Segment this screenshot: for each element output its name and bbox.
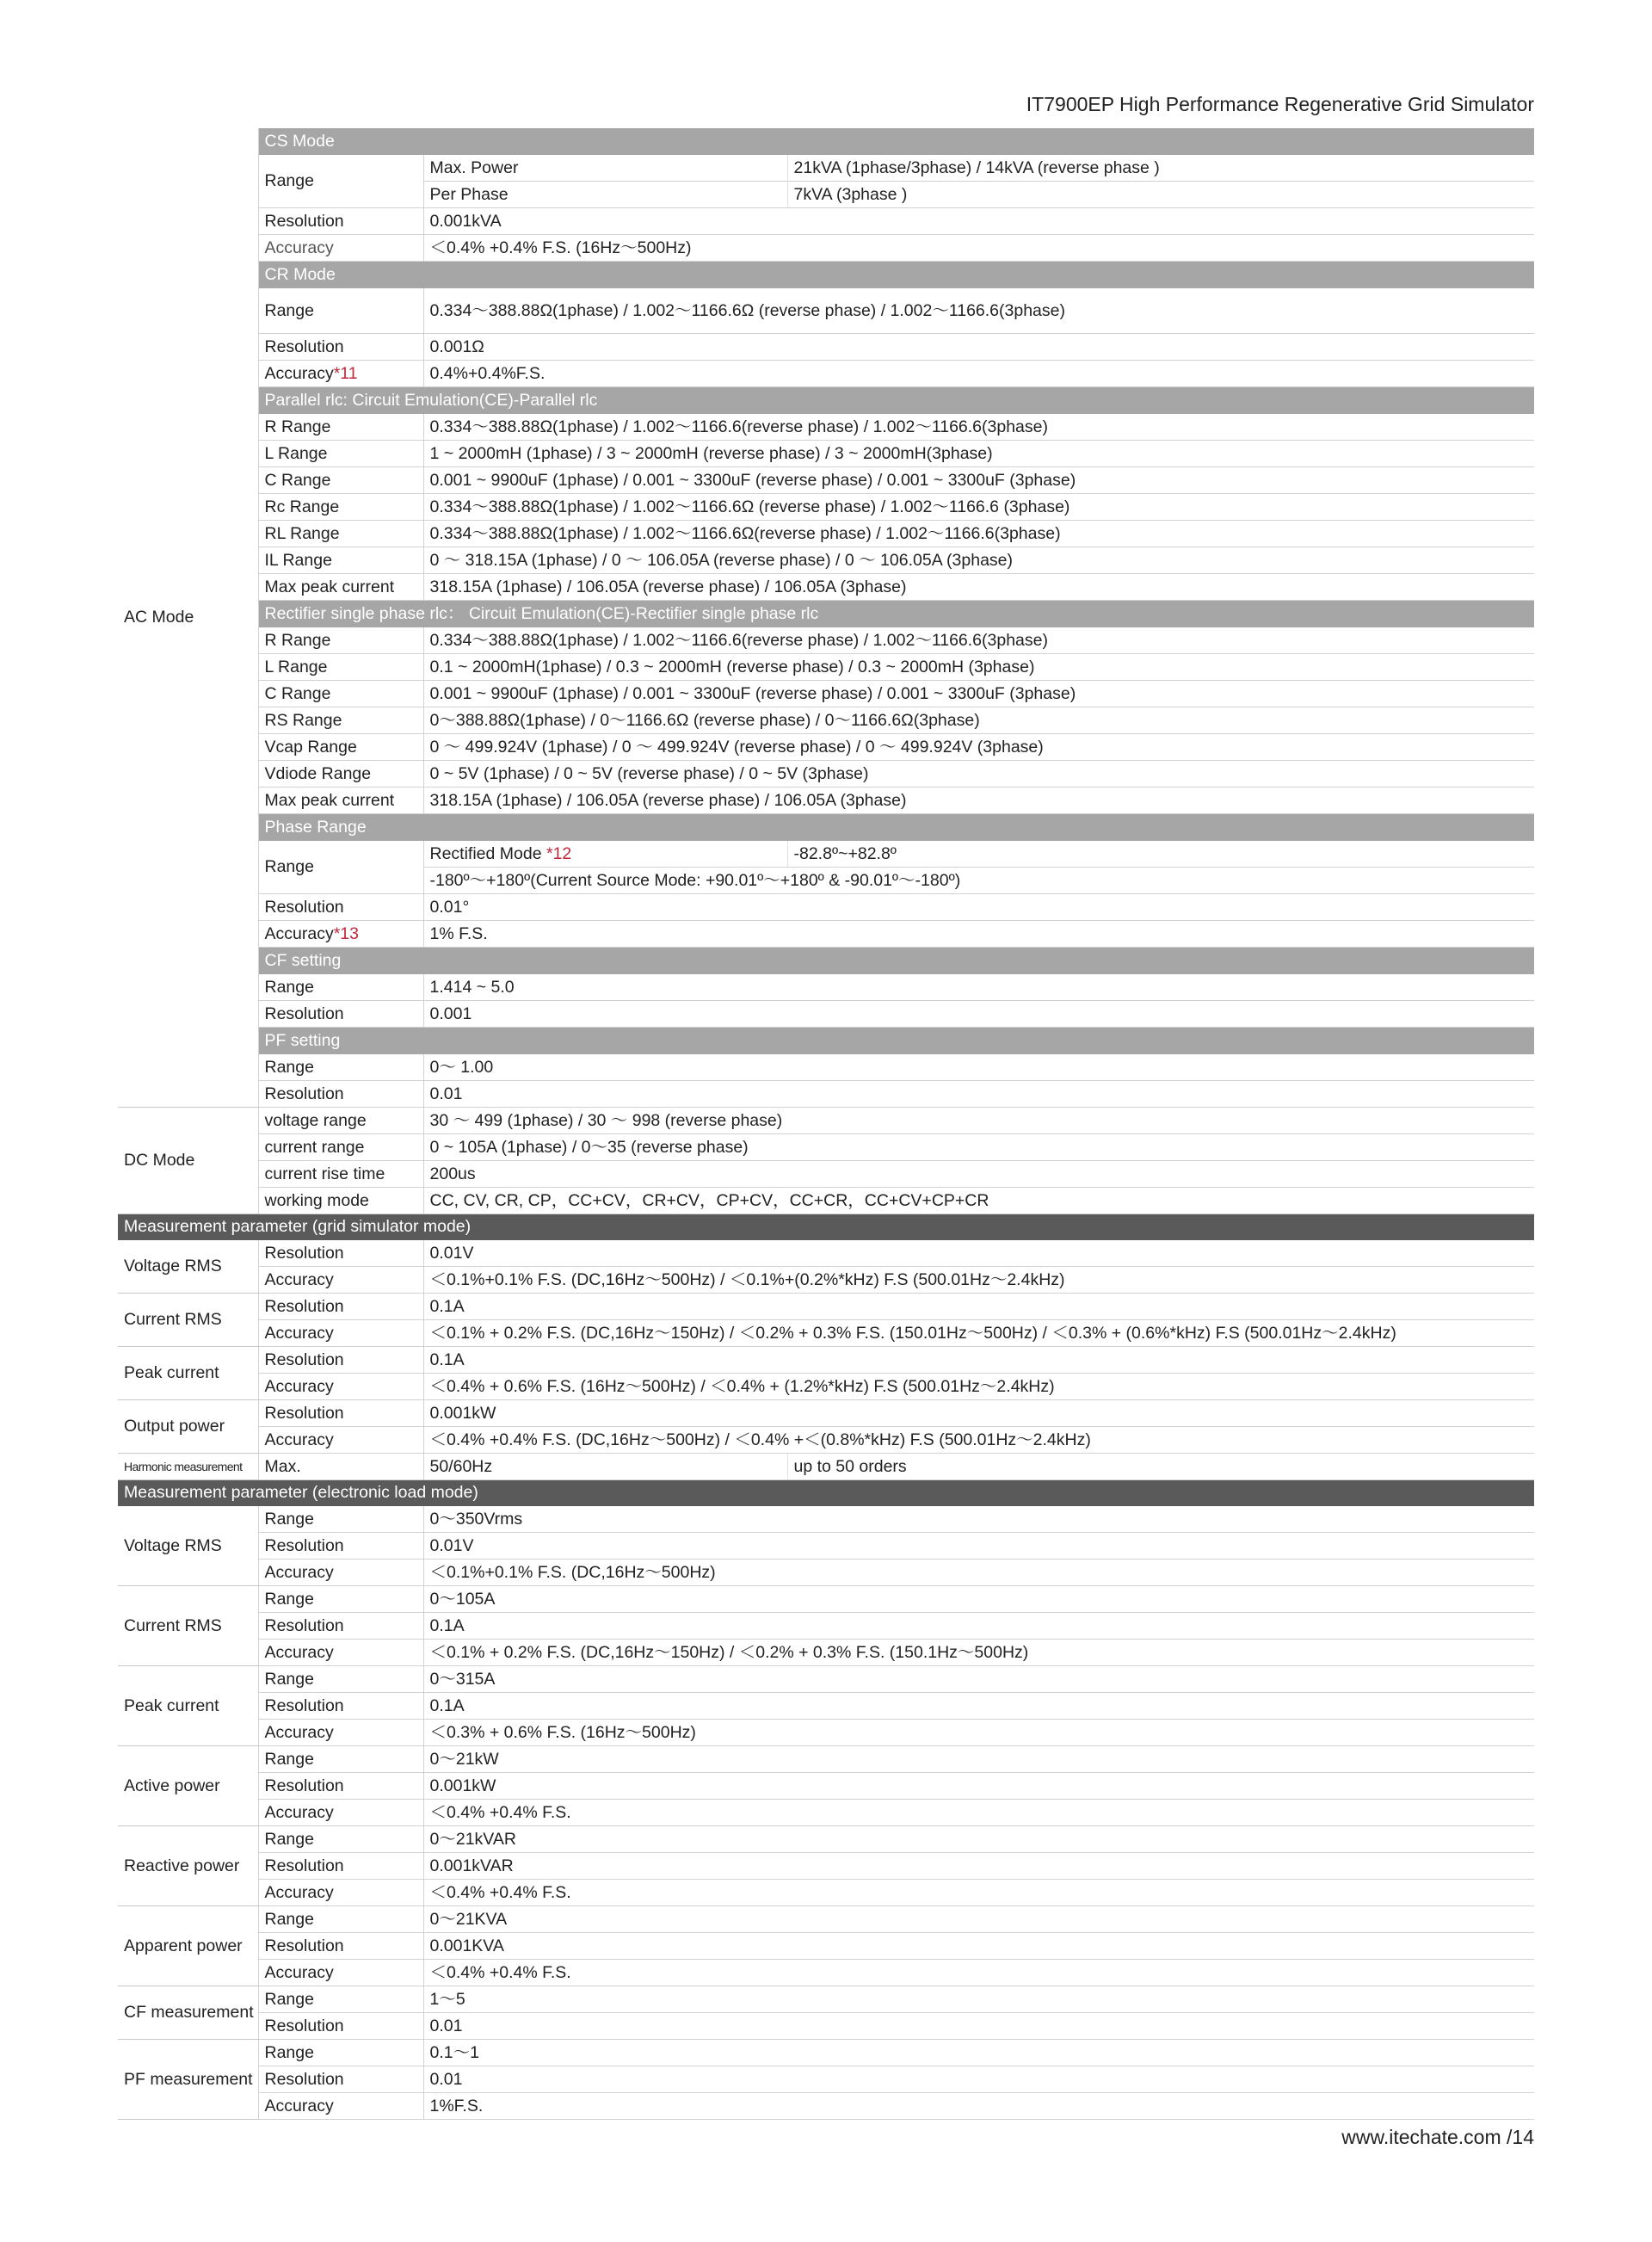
spec-row <box>118 208 1534 235</box>
row-value: 0.01V <box>423 1533 1534 1560</box>
row-value: 0.1 ~ 2000mH(1phase) / 0.3 ~ 2000mH (reverse phase) / 0.3 ~ 2000mH (3phase) <box>423 654 1534 681</box>
section-header-rectifier-rlc <box>118 601 1534 627</box>
spec-row <box>118 1826 1534 1853</box>
spec-row <box>118 681 1534 707</box>
row-value: ＜0.1%+0.1% F.S. (DC,16Hz～500Hz) <box>423 1560 1534 1586</box>
row-value: 0.334～388.88Ω(1phase) / 1.002～1166.6Ω(reverse phase) / 1.002～1166.6(3phase) <box>423 521 1534 547</box>
row-label: Range <box>258 1826 423 1853</box>
page-header-title: IT7900EP High Performance Regenerative Grid Simulator <box>1026 93 1534 115</box>
row-label: Range <box>258 1586 423 1613</box>
section-title: PF setting <box>258 1028 1534 1054</box>
row-label: Range <box>258 288 423 334</box>
row-label: Resolution <box>258 894 423 921</box>
row-value: 0.1～1 <box>423 2040 1534 2066</box>
row-value: 7kVA (3phase ) <box>787 182 1534 208</box>
row-value: 0.1A <box>423 1613 1534 1640</box>
spec-row <box>118 1294 1534 1320</box>
row-value: 318.15A (1phase) / 106.05A (reverse phase) / 106.05A (3phase) <box>423 574 1534 601</box>
row-value: 0.1A <box>423 1693 1534 1720</box>
spec-row <box>118 734 1534 761</box>
row-value: up to 50 orders <box>787 1454 1534 1480</box>
row-value: 0.334～388.88Ω(1phase) / 1.002～1166.6(reverse phase) / 1.002～1166.6(3phase) <box>423 627 1534 654</box>
spec-row <box>118 841 1534 868</box>
spec-row <box>118 1081 1534 1108</box>
sub-label: Max. Power <box>423 155 787 182</box>
spec-row <box>118 1188 1534 1214</box>
spec-row <box>118 1906 1534 1933</box>
row-label: Resolution <box>258 2013 423 2040</box>
row-value: 0.001KVA <box>423 1933 1534 1960</box>
footnote-marker: *11 <box>333 363 358 383</box>
spec-row <box>118 1560 1534 1586</box>
spec-row <box>118 1347 1534 1374</box>
row-value: 0 ～ 499.924V (1phase) / 0 ～ 499.924V (reverse phase) / 0 ～ 499.924V (3phase) <box>423 734 1534 761</box>
spec-row <box>118 1720 1534 1746</box>
spec-row <box>118 1240 1534 1267</box>
section-header-measurement-grid <box>118 1214 1534 1240</box>
row-value: ＜0.4% +0.4% F.S. (16Hz～500Hz) <box>423 235 1534 262</box>
row-value: 0.01 <box>423 1081 1534 1108</box>
spec-row <box>118 1267 1534 1294</box>
row-label: IL Range <box>258 547 423 574</box>
row-value: 0.01° <box>423 894 1534 921</box>
row-value: -180º～+180º(Current Source Mode: +90.01º～+180º & -90.01º～-180º) <box>423 868 1534 894</box>
group-label: PF measurement <box>118 2040 258 2120</box>
footnote-marker: *13 <box>333 923 359 943</box>
row-value: 1～5 <box>423 1986 1534 2013</box>
spec-row <box>118 1374 1534 1400</box>
spec-row <box>118 1400 1534 1427</box>
row-value: 0～315A <box>423 1666 1534 1693</box>
spec-row <box>118 627 1534 654</box>
row-label: Resolution <box>258 1400 423 1427</box>
section-title: Parallel rlc: Circuit Emulation(CE)-Parallel rlc <box>258 387 1534 414</box>
row-label: Accuracy <box>258 1800 423 1826</box>
group-label: Voltage RMS <box>118 1506 258 1586</box>
row-label: RS Range <box>258 707 423 734</box>
spec-row <box>118 155 1534 182</box>
spec-row <box>118 2066 1534 2093</box>
row-value: 0.001kVAR <box>423 1853 1534 1880</box>
row-label: Resolution <box>258 1933 423 1960</box>
row-label: L Range <box>258 441 423 467</box>
section-header-cr-mode <box>118 262 1534 288</box>
spec-row <box>118 1746 1534 1773</box>
row-label: R Range <box>258 414 423 441</box>
spec-row <box>118 494 1534 521</box>
row-value: 0～21KVA <box>423 1906 1534 1933</box>
row-label: Resolution <box>258 334 423 361</box>
spec-row <box>118 441 1534 467</box>
row-value: ＜0.4% +0.4% F.S. <box>423 1880 1534 1906</box>
spec-row <box>118 787 1534 814</box>
spec-row <box>118 1640 1534 1666</box>
row-value: ＜0.1% + 0.2% F.S. (DC,16Hz～150Hz) / ＜0.2% + 0.3% F.S. (150.01Hz～500Hz) / ＜0.3% + (0.6%*kHz) F.S (500.01Hz～2.4kHz) <box>423 1320 1534 1347</box>
row-label: Resolution <box>258 1853 423 1880</box>
spec-row <box>118 467 1534 494</box>
row-value: ＜0.4% + 0.6% F.S. (16Hz～500Hz) / ＜0.4% + (1.2%*kHz) F.S (500.01Hz～2.4kHz) <box>423 1374 1534 1400</box>
row-label: working mode <box>258 1188 423 1214</box>
section-title: Measurement parameter (electronic load mode) <box>118 1480 1534 1506</box>
row-value: 30 ～ 499 (1phase) / 30 ～ 998 (reverse phase) <box>423 1108 1534 1134</box>
row-value: 0.001Ω <box>423 334 1534 361</box>
row-label: Range <box>258 974 423 1001</box>
spec-row <box>118 654 1534 681</box>
row-value: 0 ~ 105A (1phase) / 0～35 (reverse phase) <box>423 1134 1534 1161</box>
group-label-ac-mode: AC Mode <box>118 128 258 1108</box>
section-header-phase-range <box>118 814 1534 841</box>
spec-row <box>118 1853 1534 1880</box>
section-title: Rectifier single phase rlc： Circuit Emulation(CE)-Rectifier single phase rlc <box>258 601 1534 627</box>
row-label: Accuracy <box>258 1560 423 1586</box>
sub-label: Per Phase <box>423 182 787 208</box>
spec-row <box>118 1986 1534 2013</box>
row-label: current rise time <box>258 1161 423 1188</box>
row-label: Accuracy <box>258 1267 423 1294</box>
spec-row <box>118 521 1534 547</box>
spec-table <box>118 128 1534 2120</box>
row-value: 0.001kW <box>423 1400 1534 1427</box>
sub-label <box>423 841 787 868</box>
spec-row <box>118 334 1534 361</box>
spec-row <box>118 974 1534 1001</box>
row-label: Range <box>258 841 423 894</box>
section-title: Phase Range <box>258 814 1534 841</box>
row-value: 0.01V <box>423 1240 1534 1267</box>
row-label: Accuracy <box>258 1960 423 1986</box>
row-label: Range <box>258 1506 423 1533</box>
row-value: 0.4%+0.4%F.S. <box>423 361 1534 387</box>
spec-row <box>118 1960 1534 1986</box>
section-header-cs-mode <box>118 128 1534 155</box>
row-value: 0～350Vrms <box>423 1506 1534 1533</box>
spec-row <box>118 2093 1534 2120</box>
row-label: Resolution <box>258 1240 423 1267</box>
row-label: RL Range <box>258 521 423 547</box>
row-value: 0～21kW <box>423 1746 1534 1773</box>
row-label: Range <box>258 155 423 208</box>
row-label: Accuracy <box>258 1880 423 1906</box>
row-label <box>258 361 423 387</box>
group-label-dc-mode: DC Mode <box>118 1108 258 1214</box>
spec-row <box>118 1693 1534 1720</box>
row-label: Accuracy <box>258 1320 423 1347</box>
section-header-parallel-rlc <box>118 387 1534 414</box>
row-value: ＜0.4% +0.4% F.S. (DC,16Hz～500Hz) / ＜0.4% +＜(0.8%*kHz) F.S (500.01Hz～2.4kHz) <box>423 1427 1534 1454</box>
row-value: 1 ~ 2000mH (1phase) / 3 ~ 2000mH (reverse phase) / 3 ~ 2000mH(3phase) <box>423 441 1534 467</box>
group-label: CF measurement <box>118 1986 258 2040</box>
row-value: 1%F.S. <box>423 2093 1534 2120</box>
row-label: Rc Range <box>258 494 423 521</box>
row-value: -82.8º~+82.8º <box>787 841 1534 868</box>
spec-row <box>118 1773 1534 1800</box>
row-label: R Range <box>258 627 423 654</box>
section-header-measurement-load <box>118 1480 1534 1506</box>
row-label: Max peak current <box>258 574 423 601</box>
row-value: 1% F.S. <box>423 921 1534 948</box>
spec-row <box>118 235 1534 262</box>
spec-row <box>118 1108 1534 1134</box>
spec-row <box>118 921 1534 948</box>
spec-row <box>118 1320 1534 1347</box>
spec-row <box>118 894 1534 921</box>
spec-row <box>118 414 1534 441</box>
footnote-marker: *12 <box>546 843 572 863</box>
section-title: Measurement parameter (grid simulator mode) <box>118 1214 1534 1240</box>
row-label: L Range <box>258 654 423 681</box>
row-value: 0.1A <box>423 1294 1534 1320</box>
row-label: Range <box>258 2040 423 2066</box>
group-label-harmonic: Harmonic measurement <box>118 1454 258 1480</box>
label-text: Accuracy <box>264 923 334 943</box>
spec-row <box>118 1933 1534 1960</box>
row-label: Accuracy <box>258 1720 423 1746</box>
row-label: Range <box>258 1906 423 1933</box>
row-value: 0.001kW <box>423 1773 1534 1800</box>
row-label: Resolution <box>258 1693 423 1720</box>
row-label: current range <box>258 1134 423 1161</box>
label-text: Accuracy <box>264 363 334 383</box>
row-label: Accuracy <box>258 1427 423 1454</box>
spec-row <box>118 1613 1534 1640</box>
row-value: ＜0.1%+0.1% F.S. (DC,16Hz～500Hz) / ＜0.1%+(0.2%*kHz) F.S (500.01Hz～2.4kHz) <box>423 1267 1534 1294</box>
spec-row <box>118 1454 1534 1480</box>
row-value: 0 ~ 5V (1phase) / 0 ~ 5V (reverse phase) / 0 ~ 5V (3phase) <box>423 761 1534 787</box>
row-label: Resolution <box>258 1001 423 1028</box>
row-value: 0～105A <box>423 1586 1534 1613</box>
spec-row <box>118 707 1534 734</box>
row-label: Resolution <box>258 1347 423 1374</box>
spec-row <box>118 1666 1534 1693</box>
spec-row <box>118 2013 1534 2040</box>
row-label: Accuracy <box>258 235 423 262</box>
row-value: CC, CV, CR, CP，CC+CV，CR+CV，CP+CV，CC+CR，CC+CV+CP+CR <box>423 1188 1534 1214</box>
spec-row <box>118 1586 1534 1613</box>
row-label: Vcap Range <box>258 734 423 761</box>
row-value: ＜0.4% +0.4% F.S. <box>423 1800 1534 1826</box>
group-label: Current RMS <box>118 1586 258 1666</box>
row-label: Resolution <box>258 1294 423 1320</box>
section-header-pf-setting <box>118 1028 1534 1054</box>
row-label: Range <box>258 1746 423 1773</box>
spec-row <box>118 761 1534 787</box>
group-label: Current RMS <box>118 1294 258 1347</box>
row-value: 0.334～388.88Ω(1phase) / 1.002～1166.6(reverse phase) / 1.002～1166.6(3phase) <box>423 414 1534 441</box>
spec-row <box>118 1001 1534 1028</box>
row-value: 0～ 1.00 <box>423 1054 1534 1081</box>
spec-row <box>118 288 1534 334</box>
section-header-cf-setting <box>118 948 1534 974</box>
row-label: Max peak current <box>258 787 423 814</box>
section-title: CF setting <box>258 948 1534 974</box>
spec-row <box>118 1427 1534 1454</box>
spec-row <box>118 1161 1534 1188</box>
row-value: 0.334～388.88Ω(1phase) / 1.002～1166.6Ω (reverse phase) / 1.002～1166.6 (3phase) <box>423 494 1534 521</box>
group-label: Peak current <box>118 1666 258 1746</box>
row-label: Vdiode Range <box>258 761 423 787</box>
label-text: Rectified Mode <box>429 843 546 863</box>
row-value: ＜0.1% + 0.2% F.S. (DC,16Hz～150Hz) / ＜0.2% + 0.3% F.S. (150.1Hz～500Hz) <box>423 1640 1534 1666</box>
row-label: Resolution <box>258 1613 423 1640</box>
row-value: 50/60Hz <box>423 1454 787 1480</box>
row-label: Range <box>258 1054 423 1081</box>
section-title: CS Mode <box>258 128 1534 155</box>
spec-row <box>118 1506 1534 1533</box>
row-value: 0 ～ 318.15A (1phase) / 0 ～ 106.05A (reverse phase) / 0 ～ 106.05A (3phase) <box>423 547 1534 574</box>
group-label: Reactive power <box>118 1826 258 1906</box>
spec-row <box>118 1533 1534 1560</box>
spec-row <box>118 1134 1534 1161</box>
row-value: 21kVA (1phase/3phase) / 14kVA (reverse phase ) <box>787 155 1534 182</box>
spec-row <box>118 1880 1534 1906</box>
spec-row <box>118 1054 1534 1081</box>
row-value: 0.001 ~ 9900uF (1phase) / 0.001 ~ 3300uF (reverse phase) / 0.001 ~ 3300uF (3phase) <box>423 467 1534 494</box>
row-value: 0.001 ~ 9900uF (1phase) / 0.001 ~ 3300uF (reverse phase) / 0.001 ~ 3300uF (3phase) <box>423 681 1534 707</box>
row-label: Range <box>258 1986 423 2013</box>
row-value: 1.414 ~ 5.0 <box>423 974 1534 1001</box>
row-value: 0.01 <box>423 2066 1534 2093</box>
group-label: Apparent power <box>118 1906 258 1986</box>
group-label: Output power <box>118 1400 258 1454</box>
row-label: Accuracy <box>258 1374 423 1400</box>
page-footer: www.itechate.com /14 <box>1341 2126 1534 2148</box>
row-label: Resolution <box>258 208 423 235</box>
row-label <box>258 921 423 948</box>
row-label: Accuracy <box>258 2093 423 2120</box>
spec-row <box>118 574 1534 601</box>
group-label: Active power <box>118 1746 258 1826</box>
spec-row <box>118 2040 1534 2066</box>
row-value: 318.15A (1phase) / 106.05A (reverse phase) / 106.05A (3phase) <box>423 787 1534 814</box>
row-label: Max. <box>258 1454 423 1480</box>
row-label: C Range <box>258 467 423 494</box>
section-title: CR Mode <box>258 262 1534 288</box>
row-value: 0.01 <box>423 2013 1534 2040</box>
row-label: Resolution <box>258 2066 423 2093</box>
row-value: 0.001 <box>423 1001 1534 1028</box>
row-value: 0.1A <box>423 1347 1534 1374</box>
group-label: Peak current <box>118 1347 258 1400</box>
group-label: Voltage RMS <box>118 1240 258 1294</box>
spec-row <box>118 1800 1534 1826</box>
row-value: 0～21kVAR <box>423 1826 1534 1853</box>
row-label: voltage range <box>258 1108 423 1134</box>
row-value: 0～388.88Ω(1phase) / 0～1166.6Ω (reverse phase) / 0～1166.6Ω(3phase) <box>423 707 1534 734</box>
row-label: Range <box>258 1666 423 1693</box>
row-label: Resolution <box>258 1773 423 1800</box>
row-label: Resolution <box>258 1081 423 1108</box>
spec-row <box>118 547 1534 574</box>
spec-row <box>118 361 1534 387</box>
row-label: Accuracy <box>258 1640 423 1666</box>
row-value: 200us <box>423 1161 1534 1188</box>
row-label: C Range <box>258 681 423 707</box>
row-value: ＜0.4% +0.4% F.S. <box>423 1960 1534 1986</box>
row-value: 0.334～388.88Ω(1phase) / 1.002～1166.6Ω (reverse phase) / 1.002～1166.6(3phase) <box>423 288 1534 334</box>
row-value: ＜0.3% + 0.6% F.S. (16Hz～500Hz) <box>423 1720 1534 1746</box>
row-label: Resolution <box>258 1533 423 1560</box>
row-value: 0.001kVA <box>423 208 1534 235</box>
